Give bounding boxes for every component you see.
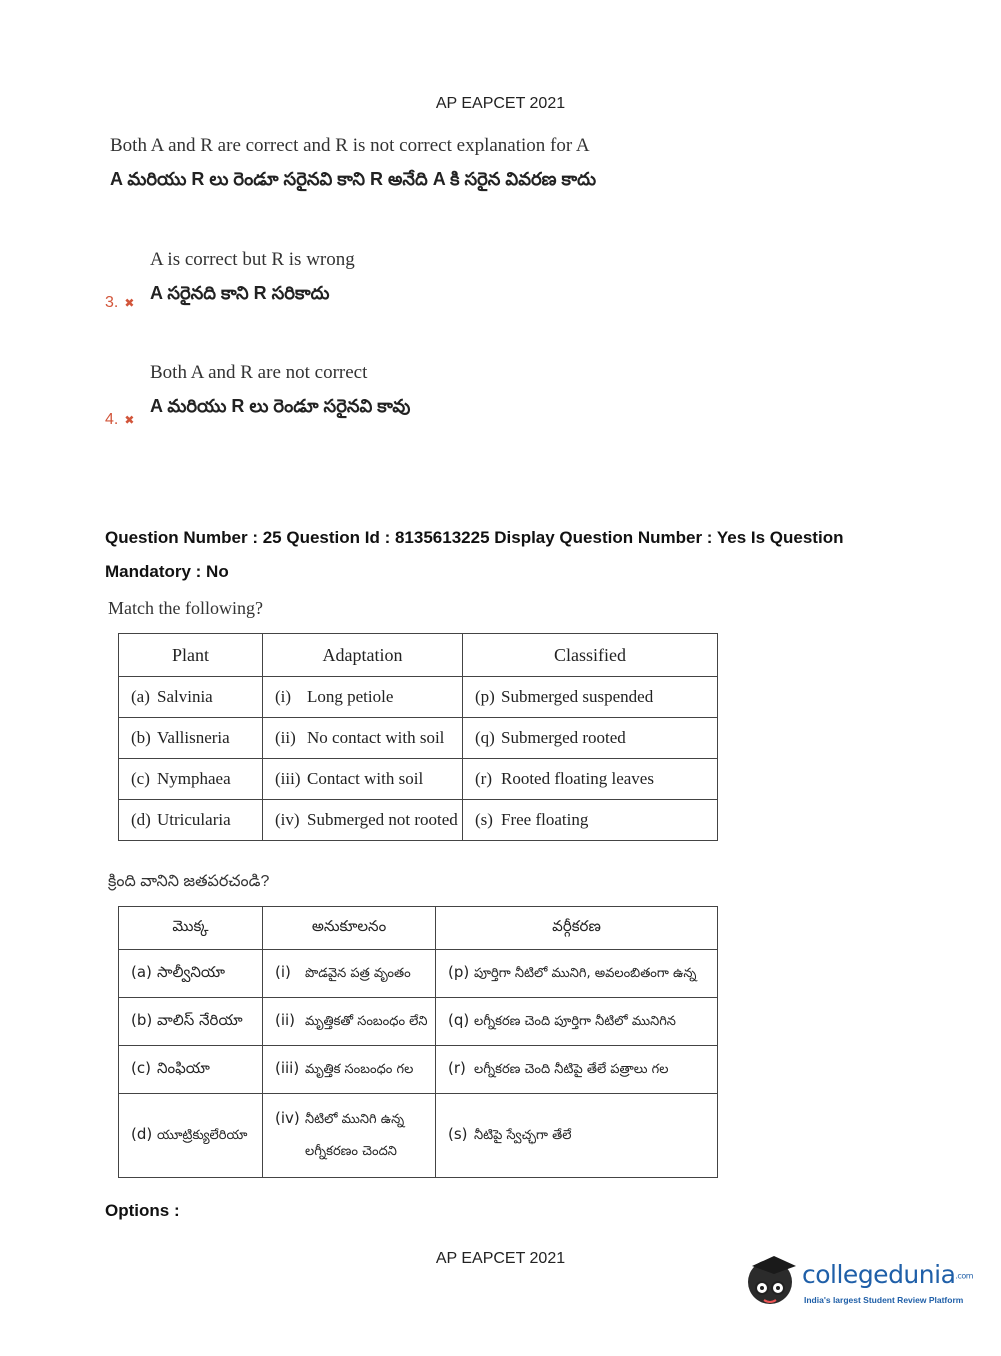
adaptation-cell (263, 950, 436, 998)
cell-label: (q) (475, 728, 495, 747)
table-row (119, 677, 718, 718)
adaptation-cell (263, 718, 463, 759)
cell-text: Utricularia (157, 810, 231, 829)
table-row (119, 950, 718, 998)
question-prompt-telugu: క్రింది వానిని జతపరచండి? (108, 873, 270, 890)
adaptation-cell (263, 1094, 436, 1178)
table-header-row (119, 634, 718, 677)
cell-text: మృత్తికతో సంబంధం లేని (305, 1014, 428, 1029)
cell-label: (iii) (275, 1059, 300, 1077)
cell-text: Submerged not rooted (307, 810, 458, 829)
header-plant: Plant (119, 634, 263, 677)
match-table-english (118, 633, 718, 841)
classified-cell (436, 1094, 718, 1178)
cell-label: (b) (131, 728, 151, 747)
page-header: AP EAPCET 2021 (435, 95, 566, 112)
header-plant-te: మొక్క (119, 907, 263, 950)
classified-cell (463, 718, 718, 759)
cell-text: Long petiole (307, 687, 394, 706)
cell-label: (ii) (275, 1011, 296, 1029)
option-3-english: A is correct but R is wrong (150, 249, 355, 270)
cell-label: (c) (131, 769, 150, 788)
cell-text: Vallisneria (157, 728, 230, 747)
classified-cell (463, 677, 718, 718)
options-label: Options : (105, 1201, 180, 1220)
adaptation-cell (263, 800, 463, 841)
match-table-telugu (118, 906, 718, 1178)
header-classified: Classified (463, 634, 718, 677)
cell-text: Contact with soil (307, 769, 424, 788)
wrong-icon: ✖ (124, 413, 135, 427)
page-footer: AP EAPCET 2021 (435, 1250, 566, 1267)
cell-text: Salvinia (157, 687, 213, 706)
plant-cell (119, 1046, 263, 1094)
cell-label: (b) (131, 1010, 153, 1029)
cell-text: లగ్నీకరణ చెంది నీటిపై తేలే పత్రాలు గల (474, 1062, 669, 1077)
mascot-icon (744, 1252, 800, 1308)
option-4-telugu: A మరియు R లు రెండూ సరైనవి కావు (150, 396, 411, 416)
cell-label: (ii) (275, 728, 296, 747)
cell-text: Free floating (501, 810, 589, 829)
cell-label: (d) (131, 1125, 153, 1143)
cell-label: (a) (131, 687, 150, 706)
question-meta-line2: Mandatory : No (105, 562, 229, 581)
question-prompt-english: Match the following? (108, 598, 263, 618)
cell-label: (s) (448, 1125, 468, 1143)
cell-text: Nymphaea (157, 769, 231, 788)
plant-cell (119, 677, 263, 718)
cell-label: (c) (131, 1058, 151, 1077)
cell-label: (s) (475, 810, 493, 829)
header-adaptation-te: అనుకూలనం (263, 907, 436, 950)
classified-cell (436, 950, 718, 998)
table-row (119, 1094, 718, 1178)
wrong-icon: ✖ (124, 296, 135, 310)
cell-label: (p) (448, 963, 470, 981)
cell-text: No contact with soil (307, 728, 445, 747)
table-row (119, 759, 718, 800)
classified-cell (463, 800, 718, 841)
cell-label: (i) (275, 963, 291, 981)
table-row (119, 800, 718, 841)
option-4-english: Both A and R are not correct (150, 362, 368, 383)
question-meta-line1: Question Number : 25 Question Id : 8135613225 Display Question Number : Yes Is Question (105, 528, 844, 547)
plant-cell (119, 759, 263, 800)
adaptation-cell (263, 998, 436, 1046)
cell-label: (p) (475, 687, 495, 706)
option-2-telugu: A మరియు R లు రెండూ సరైనవి కాని R అనేది A కి సరైన వివరణ కాదు (110, 169, 597, 189)
table-row (119, 718, 718, 759)
classified-cell (436, 1046, 718, 1094)
cell-text: Submerged suspended (501, 687, 654, 706)
cell-text: సాల్వీనియా (157, 962, 225, 981)
cell-text: Submerged rooted (501, 728, 626, 747)
option-2-english: Both A and R are correct and R is not correct explanation for A (110, 135, 590, 156)
plant-cell (119, 1094, 263, 1178)
adaptation-cell (263, 1046, 436, 1094)
cell-label: (iii) (275, 769, 301, 788)
classified-cell (463, 759, 718, 800)
table-row (119, 998, 718, 1046)
table-row (119, 1046, 718, 1094)
cell-text: నీటిలో మునిగి ఉన్న (305, 1112, 405, 1127)
cell-text: వాలిస్ నేరియా (157, 1010, 243, 1029)
plant-cell (119, 718, 263, 759)
collegedunia-logo (744, 1252, 974, 1312)
cell-text: లగ్నీకరణ చెంది పూర్తిగా నీటిలో మునిగిన (474, 1014, 676, 1029)
option-3-telugu: A సరైనది కాని R సరికాదు (150, 283, 330, 303)
option-3-marker (105, 294, 134, 312)
cell-text: నింఫియా (157, 1058, 210, 1077)
cell-label: (i) (275, 687, 292, 706)
cell-text: యూట్రిక్యులేరియా (157, 1128, 248, 1143)
cell-text: పొడవైన పత్ర వృంతం (305, 966, 411, 981)
option-4-number: 4. (105, 411, 119, 428)
cell-label: (iv) (275, 1109, 300, 1127)
adaptation-cell (263, 759, 463, 800)
cell-label: (iv) (275, 810, 300, 829)
header-classified-te: వర్గీకరణ (436, 907, 718, 950)
header-adaptation: Adaptation (263, 634, 463, 677)
option-3-number: 3. (105, 294, 119, 311)
cell-text: Rooted floating leaves (501, 769, 654, 788)
table-header-row (119, 907, 718, 950)
cell-label: (a) (131, 962, 152, 981)
cell-text: నీటిపై స్వేచ్ఛగా తేలే (474, 1128, 572, 1143)
cell-text: మృత్తిక సంబంధం గల (305, 1062, 414, 1077)
plant-cell (119, 800, 263, 841)
adaptation-cell (263, 677, 463, 718)
cell-label: (d) (131, 810, 151, 829)
plant-cell (119, 998, 263, 1046)
logo-wordmark (802, 1260, 973, 1289)
cell-label: (q) (448, 1011, 470, 1029)
logo-name: collegedunia (802, 1260, 956, 1289)
logo-tagline: India's largest Student Review Platform (804, 1295, 964, 1305)
cell-text: పూర్తిగా నీటిలో మునిగి, అవలంబితంగా ఉన్న (474, 966, 697, 981)
cell-label: (r) (448, 1059, 466, 1077)
logo-suffix: .com (955, 1271, 974, 1281)
plant-cell (119, 950, 263, 998)
cell-label: (r) (475, 769, 492, 788)
cell-text-continued: లగ్నీకరణం చెందని (305, 1144, 397, 1159)
classified-cell (436, 998, 718, 1046)
option-4-marker (105, 411, 134, 429)
